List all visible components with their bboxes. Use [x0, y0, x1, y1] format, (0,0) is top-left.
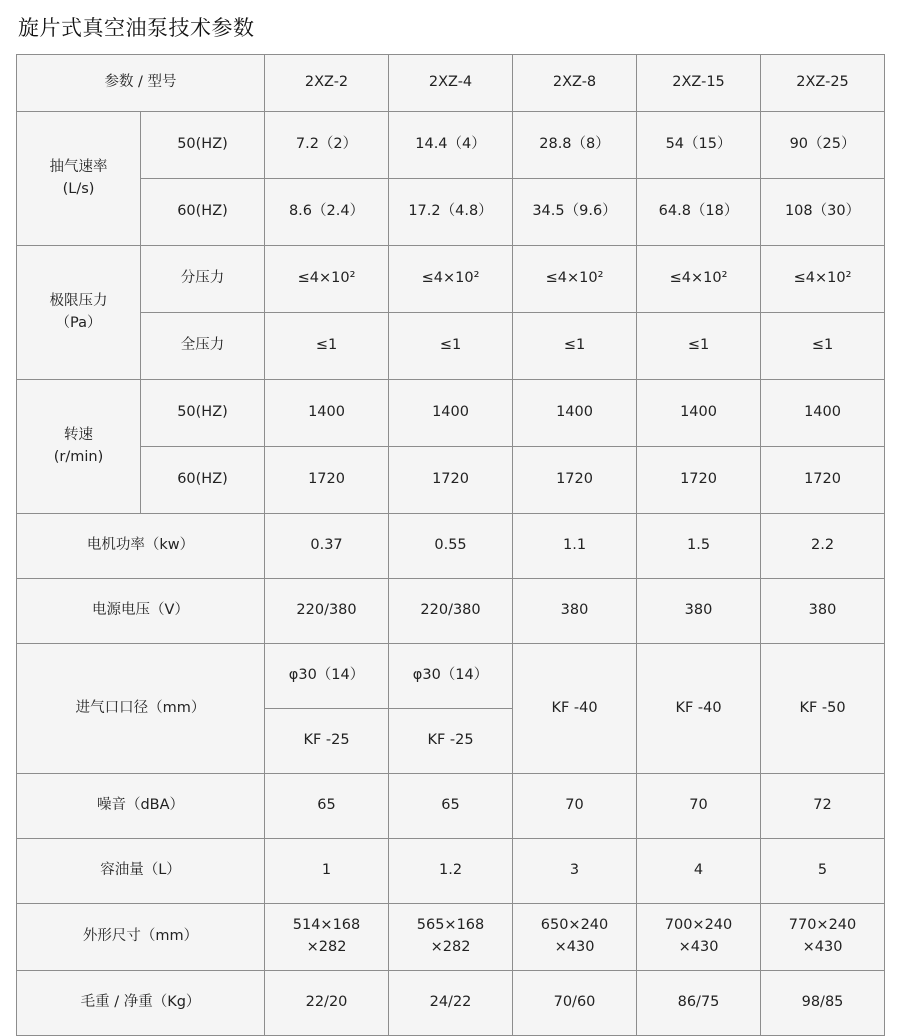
cell: 90（25）: [761, 112, 885, 179]
cell: 1.2: [389, 839, 513, 904]
cell: 0.55: [389, 514, 513, 579]
cell: 1400: [265, 380, 389, 447]
row-sub-60hz-rpm: 60(HZ): [141, 447, 265, 514]
header-model-3: 2XZ-8: [513, 55, 637, 112]
cell: 34.5（9.6）: [513, 179, 637, 246]
cell: φ30（14）: [265, 644, 389, 709]
cell: 1720: [265, 447, 389, 514]
cell: 28.8（8）: [513, 112, 637, 179]
cell: 2.2: [761, 514, 885, 579]
table-row: [17, 246, 885, 313]
cell: 1400: [389, 380, 513, 447]
table-row: [17, 112, 885, 179]
row-label-oil-capacity: 容油量（L）: [17, 839, 265, 904]
table-row: [17, 447, 885, 514]
cell: 1400: [513, 380, 637, 447]
cell: 14.4（4）: [389, 112, 513, 179]
row-group-rotation-speed: 转速 (r/min): [17, 380, 141, 514]
table-row: [17, 313, 885, 380]
cell: 1720: [513, 447, 637, 514]
table-row: [17, 904, 885, 971]
row-label-dimensions: 外形尺寸（mm）: [17, 904, 265, 971]
cell: 8.6（2.4）: [265, 179, 389, 246]
cell: ≤1: [637, 313, 761, 380]
row-label-gross-net-weight: 毛重 / 净重（Kg）: [17, 971, 265, 1036]
table-row: [17, 179, 885, 246]
cell: ≤1: [265, 313, 389, 380]
cell: 3: [513, 839, 637, 904]
table-row: [17, 380, 885, 447]
cell: 70/60: [513, 971, 637, 1036]
cell: 70: [637, 774, 761, 839]
header-model-4: 2XZ-15: [637, 55, 761, 112]
cell: 5: [761, 839, 885, 904]
cell: 1.1: [513, 514, 637, 579]
cell: ≤1: [389, 313, 513, 380]
cell: ≤4×10²: [637, 246, 761, 313]
cell: 98/85: [761, 971, 885, 1036]
header-param-label: 参数 / 型号: [17, 55, 265, 112]
cell: 1: [265, 839, 389, 904]
table-row: [17, 971, 885, 1036]
cell: ≤4×10²: [513, 246, 637, 313]
cell: 0.37: [265, 514, 389, 579]
cell: 72: [761, 774, 885, 839]
cell: 1720: [637, 447, 761, 514]
cell: 220/380: [389, 579, 513, 644]
row-sub-partial-pressure: 分压力: [141, 246, 265, 313]
row-group-ultimate-pressure: 极限压力 （Pa）: [17, 246, 141, 380]
cell: ≤4×10²: [265, 246, 389, 313]
cell: 65: [265, 774, 389, 839]
cell: 4: [637, 839, 761, 904]
cell: 565×168 ×282: [389, 904, 513, 971]
cell: 1720: [389, 447, 513, 514]
row-label-inlet-diameter: 进气口口径（mm）: [17, 644, 265, 774]
cell: 380: [761, 579, 885, 644]
cell: 380: [513, 579, 637, 644]
cell: KF -40: [513, 644, 637, 774]
cell: φ30（14）: [389, 644, 513, 709]
cell: KF -40: [637, 644, 761, 774]
cell: 64.8（18）: [637, 179, 761, 246]
cell: 220/380: [265, 579, 389, 644]
cell: KF -25: [389, 709, 513, 774]
cell: 7.2（2）: [265, 112, 389, 179]
cell: 514×168 ×282: [265, 904, 389, 971]
cell: 1720: [761, 447, 885, 514]
row-sub-total-pressure: 全压力: [141, 313, 265, 380]
row-label-supply-voltage: 电源电压（V）: [17, 579, 265, 644]
row-sub-50hz-speed: 50(HZ): [141, 112, 265, 179]
specifications-table: [16, 54, 885, 1036]
cell: 380: [637, 579, 761, 644]
cell: ≤4×10²: [389, 246, 513, 313]
cell: 108（30）: [761, 179, 885, 246]
table-row: [17, 774, 885, 839]
cell: 1400: [761, 380, 885, 447]
cell: 24/22: [389, 971, 513, 1036]
cell: 22/20: [265, 971, 389, 1036]
cell: 1.5: [637, 514, 761, 579]
row-sub-60hz-speed: 60(HZ): [141, 179, 265, 246]
cell: KF -50: [761, 644, 885, 774]
page-title: 旋片式真空油泵技术参数: [18, 16, 255, 40]
row-group-pumping-speed: 抽气速率 (L/s): [17, 112, 141, 246]
row-sub-50hz-rpm: 50(HZ): [141, 380, 265, 447]
table-row: [17, 644, 885, 709]
header-model-5: 2XZ-25: [761, 55, 885, 112]
cell: 770×240 ×430: [761, 904, 885, 971]
cell: ≤4×10²: [761, 246, 885, 313]
row-label-motor-power: 电机功率（kw）: [17, 514, 265, 579]
row-label-noise: 噪音（dBA）: [17, 774, 265, 839]
cell: ≤1: [513, 313, 637, 380]
cell: 17.2（4.8）: [389, 179, 513, 246]
header-model-1: 2XZ-2: [265, 55, 389, 112]
table-row: [17, 579, 885, 644]
cell: 70: [513, 774, 637, 839]
cell: 700×240 ×430: [637, 904, 761, 971]
cell: ≤1: [761, 313, 885, 380]
header-model-2: 2XZ-4: [389, 55, 513, 112]
table-row: [17, 839, 885, 904]
cell: 1400: [637, 380, 761, 447]
table-header-row: [17, 55, 885, 112]
cell: 86/75: [637, 971, 761, 1036]
cell: 65: [389, 774, 513, 839]
cell: 650×240 ×430: [513, 904, 637, 971]
cell: KF -25: [265, 709, 389, 774]
cell: 54（15）: [637, 112, 761, 179]
table-row: [17, 514, 885, 579]
